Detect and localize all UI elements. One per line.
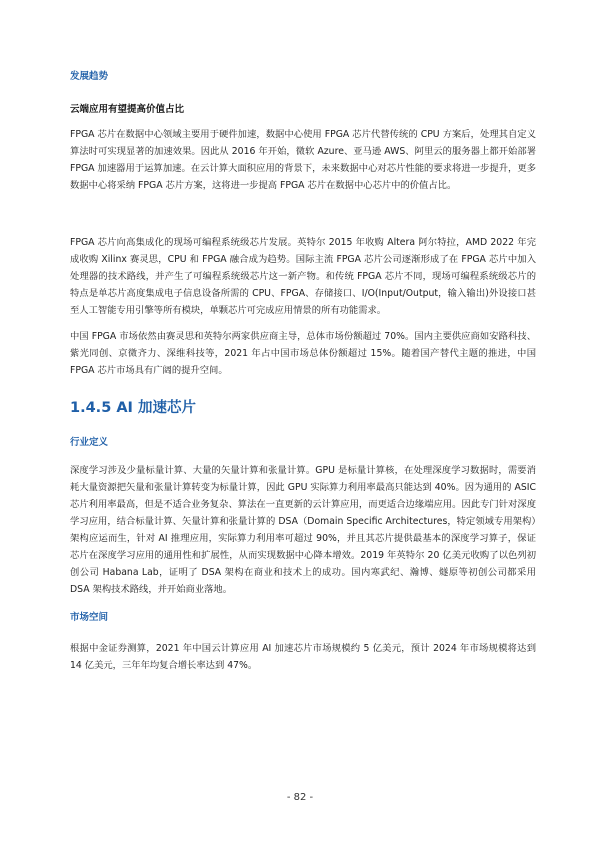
paragraph-ai-chip-definition: 深度学习涉及少量标量计算、大量的矢量计算和张量计算。GPU 是标量计算核，在处理深度学习数据时，需要消耗大量资源把矢量和张量计算转变为标量计算，因此 GPU 实际算力利用率最高只能达到 40%。因为通用的 ASIC 芯片利用率最高，但是不适合业务复杂、算法在一直更新的云计算应用，而更适合边缘端应用。因此专门针对深度学习应用，结合标量计算、矢量计算和张量计算的 DSA（Domain Specific Architectures，特定领域专用架构）架构应运而生，针对 AI 推理应用，实际算力利用率可超过 90%，并且其芯片提供最基本的深度学习算子，保证芯片在深度学习应用的通用性和扩展性，从而实现数据中心降本增效。2019 年英特尔 20 亿美元收购了以色列初创公司 Habana Lab，证明了 DSA 架构在商业和技术上的成功。国内寒武纪、瀚博、燧原等初创公司都采用 DSA 架构技术路线，并开始商业落地。 [70,465,536,595]
paragraph-ai-chip-market: 根据中金证券测算，2021 年中国云计算应用 AI 加速芯片市场规模约 5 亿美元，预计 2024 年市场规模将达到 14 亿美元，三年年均复合增长率达到 47%。 [70,643,536,671]
subsection-title-cloud: 云端应用有望提高价值占比 [70,104,185,115]
page-number: - 82 - [286,792,314,803]
paragraph-fpga-datacenter: FPGA 芯片在数据中心领域主要用于硬件加速，数据中心使用 FPGA 芯片代替传统的 CPU 方案后，处理其自定义算法时可实现显著的加速效果。因此从 2016 年开始，微软 Azure、亚马逊 AWS、阿里云的服务器上都开始部署 FPGA 加速器用于运算加速。在云计算大面积应用的背景下，未来数据中心对芯片性能的要求将进一步提升，更多数据中心将采纳 FPGA 芯片方案，这将进一步提高 FPGA 芯片在数据中心芯片中的价值占比。 [70,129,536,191]
paragraph-fpga-soc: FPGA 芯片向高集成化的现场可编程系统级芯片发展。英特尔 2015 年收购 Altera 阿尔特拉，AMD 2022 年完成收购 Xilinx 赛灵思，CPU 和 FPGA 融合成为趋势。国际主流 FPGA 芯片公司逐渐形成了在 FPGA 芯片中加入处理器的技术路线，并产生了可编程系统级芯片这一新产物。和传统 FPGA 芯片不同，现场可编程系统级芯片的特点是单芯片高度集成电子信息设备所需的 CPU、FPGA、存储接口、I/O(Input/Output，输入输出)外设接口甚至人工智能专用引擎等所有模块，单颗芯片可完成应用情景的所有功能需求。 [70,237,536,316]
paragraph-china-fpga-market: 中国 FPGA 市场依然由赛灵思和英特尔两家供应商主导，总体市场份额超过 70%。国内主要供应商如安路科技、紫光同创、京微齐力、深维科技等，2021 年占中国市场总体份额超过 15%。随着国产替代主题的推进，中国 FPGA 芯片市场具有广阔的提升空间。 [70,331,536,376]
section-heading-ai-chip: 1.4.5 AI 加速芯片 [70,400,196,416]
section-label-market: 市场空间 [70,612,109,623]
section-label-definition: 行业定义 [70,437,109,448]
section-label-trend: 发展趋势 [70,71,109,82]
